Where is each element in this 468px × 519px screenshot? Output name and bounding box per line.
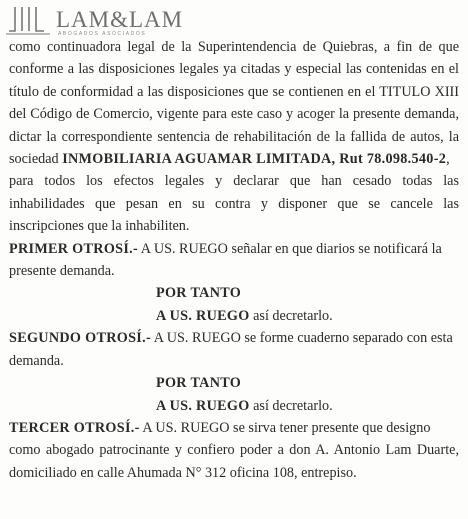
segundo-otrosi-heading: SEGUNDO OTROSÍ.- xyxy=(9,330,151,347)
text-line: domiciliado en calle Ahumada N° 312 oficina 108, entrepiso. xyxy=(9,464,357,481)
company-name: INMOBILIARIA AGUAMAR LIMITADA xyxy=(62,151,332,168)
text-line: dictar la correspondiente sentencia de rehabilitación de la fallida de autos, la xyxy=(9,128,459,145)
text-line: demanda. xyxy=(9,352,64,369)
por-tanto-block-2 xyxy=(9,372,459,417)
firm-name: LAM&LAM xyxy=(56,7,184,32)
letterhead xyxy=(6,4,183,40)
primer-otrosi-line xyxy=(9,238,459,260)
document-body xyxy=(9,36,459,484)
company-prefix: sociedad xyxy=(9,151,63,168)
company-suffix: , xyxy=(446,151,450,168)
text-line: inscripciones que la inhabiliten. xyxy=(9,218,190,235)
tercer-otrosi xyxy=(9,417,459,484)
segundo-otrosi-text: A US. RUEGO se forme cuaderno separado con esta xyxy=(150,330,453,347)
tercer-otrosi-heading: TERCER OTROSÍ.- xyxy=(9,419,140,436)
primer-otrosi-text: A US. RUEGO señalar en que diarios se notificará la xyxy=(138,240,442,257)
text-line: conforme a las disposiciones legales ya citadas y especial las contenidas en el xyxy=(9,61,459,78)
tercer-otrosi-line xyxy=(9,417,459,439)
text-line: como continuadora legal de la Superintendencia de Quiebras, a fin de que xyxy=(9,39,459,55)
primer-otrosi-heading: PRIMER OTROSÍ.- xyxy=(9,240,139,257)
ruego-line xyxy=(156,395,459,417)
text-line: título de conformidad a las disposiciones que se contienen en el TITULO XIII xyxy=(9,83,459,100)
ruego-text: así decretarlo. xyxy=(249,397,333,414)
company-line xyxy=(9,148,459,170)
primer-otrosi xyxy=(9,238,459,283)
company-rut: , Rut 78.098.540-2 xyxy=(331,151,447,168)
segundo-otrosi-line xyxy=(9,327,459,349)
tercer-otrosi-text: A US. RUEGO se sirva tener presente que designo xyxy=(139,419,431,436)
lam-lam-monogram-icon xyxy=(6,4,52,38)
text-line: del Código de Comercio, vigente para este caso y acoger la presente demanda, xyxy=(9,106,459,123)
text-line: inhabilidades que pesan en su contra y disponer que se cancele las xyxy=(9,195,459,212)
ruego-line xyxy=(156,305,459,327)
ruego-bold: A US. RUEGO xyxy=(156,397,250,414)
text-line: presente demanda. xyxy=(9,263,115,280)
text-line: como abogado patrocinante y confiero poder a don A. Antonio Lam Duarte, xyxy=(9,442,459,459)
text-line: para todos los efectos legales y declarar que han cesado todas las xyxy=(9,173,459,190)
ruego-bold: A US. RUEGO xyxy=(156,307,250,324)
letterhead-text xyxy=(56,4,183,37)
por-tanto-label: POR TANTO xyxy=(156,375,242,392)
por-tanto-label: POR TANTO xyxy=(156,285,242,302)
rehabilitation-paragraph xyxy=(9,36,459,238)
por-tanto-block-1 xyxy=(9,282,459,327)
firm-subtitle: ABOGADOS ASOCIADOS xyxy=(58,31,147,37)
ruego-text: así decretarlo. xyxy=(249,307,333,324)
segundo-otrosi xyxy=(9,327,459,372)
